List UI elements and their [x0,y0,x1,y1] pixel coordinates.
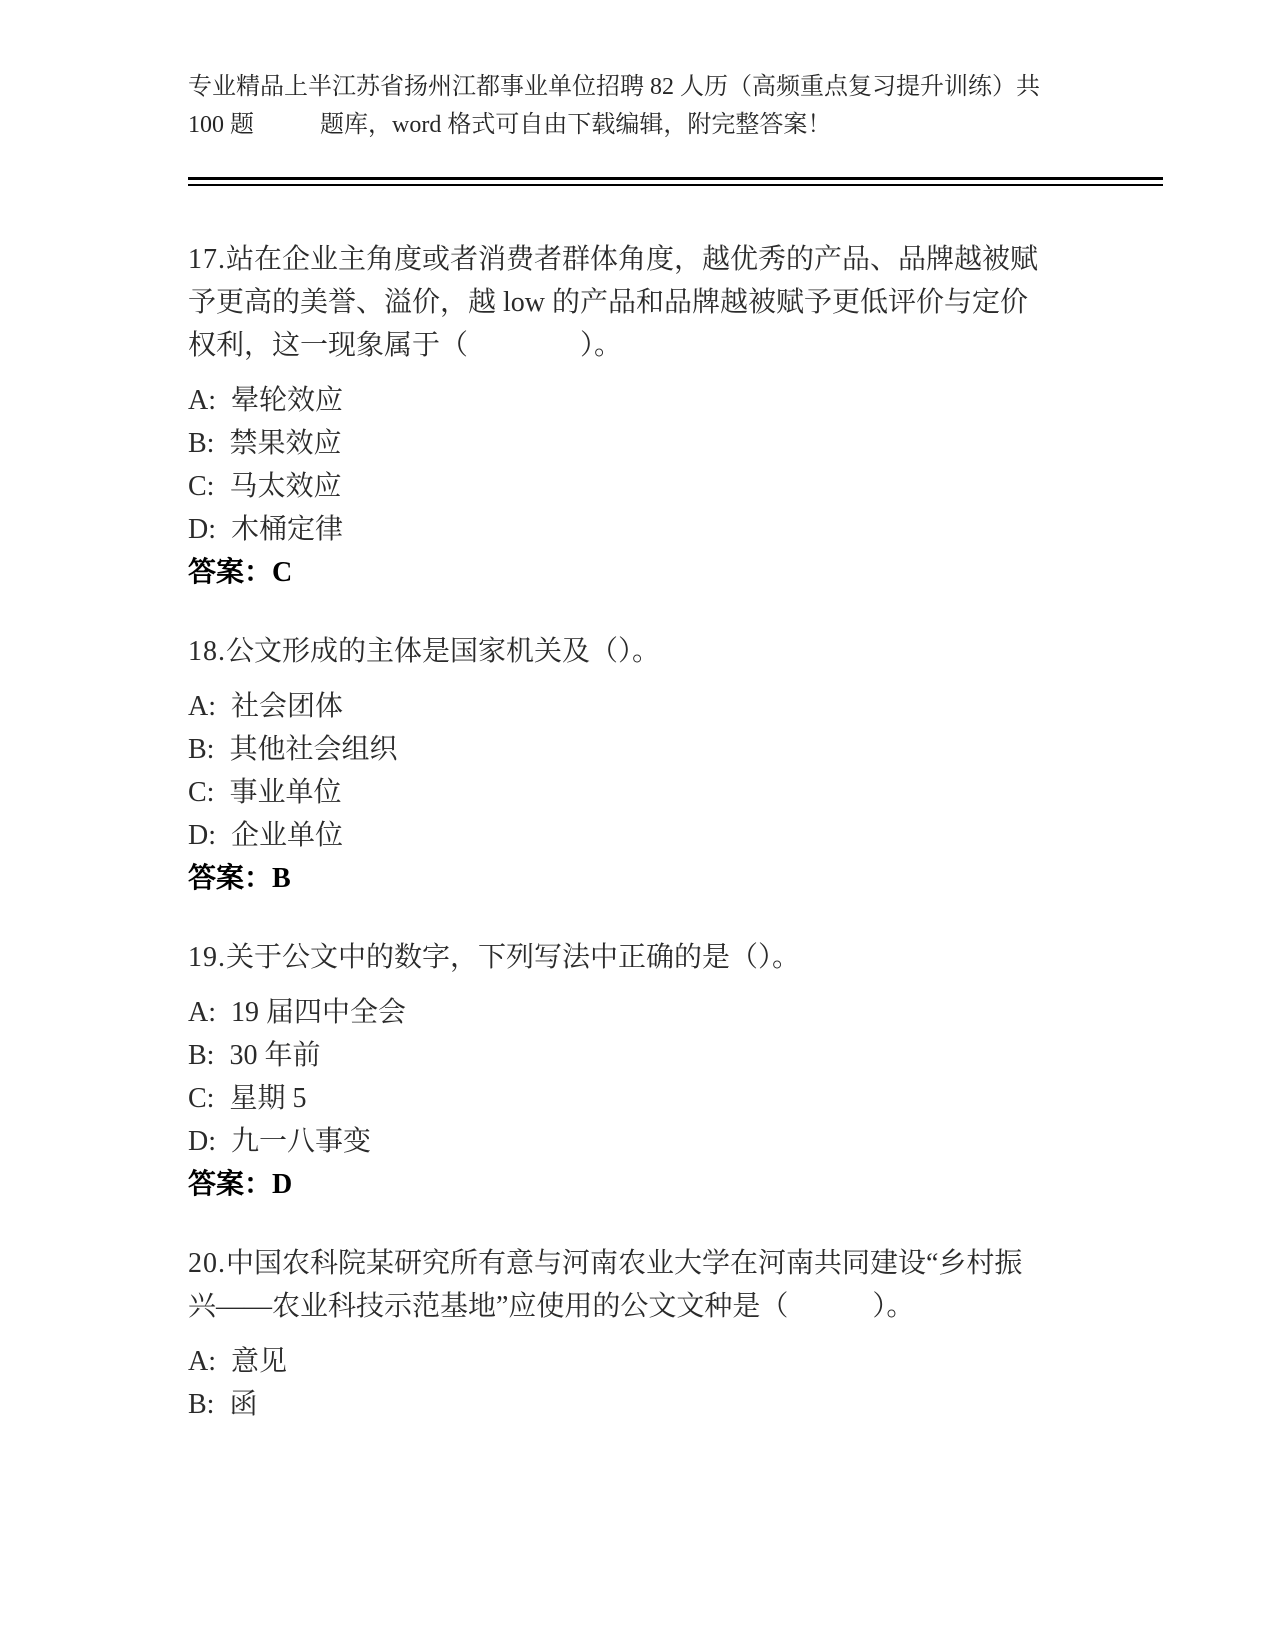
option-row-a [188,379,1048,422]
question-number: 18. [188,636,226,667]
option-label: D: [188,1126,216,1157]
answer-line [188,551,1048,594]
option-label: A: [188,997,216,1028]
header-line-2-left: 100 题 [188,112,254,138]
option-text: 木桶定律 [231,514,344,545]
option-row-a [188,991,1048,1034]
option-row-a [188,1340,1048,1383]
option-row-d [188,1120,1048,1163]
option-label: D: [188,514,216,545]
question-text [188,238,1048,367]
answer-label: 答案： [188,1169,273,1200]
option-text: 企业单位 [231,820,344,851]
option-label: C: [188,471,215,502]
option-text: 社会团体 [231,691,344,722]
option-row-a [188,685,1048,728]
question-19 [188,936,1048,1206]
option-text: 九一八事变 [231,1126,372,1157]
option-text: 30 年前 [229,1040,321,1071]
option-text: 事业单位 [229,777,342,808]
option-text: 星期 5 [229,1083,307,1114]
option-text: 其他社会组织 [229,734,398,765]
option-row-d [188,508,1048,551]
divider-rule [188,177,1163,186]
option-label: B: [188,428,215,459]
option-label: B: [188,734,215,765]
option-row-c [188,465,1048,508]
question-text [188,630,1048,673]
option-label: A: [188,691,216,722]
answer-label: 答案： [188,863,273,894]
document-header [188,68,1048,144]
option-row-c [188,1077,1048,1120]
answer-label: 答案： [188,557,273,588]
question-18 [188,630,1048,900]
question-body: 站在企业主角度或者消费者群体角度，越优秀的产品、品牌越被赋予更高的美誉、溢价，越 low 的产品和品牌越被赋予更低评价与定价权利，这一现象属于（ ）。 [188,244,1039,361]
question-number: 19. [188,942,226,973]
option-text: 禁果效应 [229,428,342,459]
answer-value: D [272,1169,293,1200]
question-text [188,936,1048,979]
option-label: B: [188,1040,215,1071]
answer-value: C [272,557,293,588]
questions-area [188,238,1048,1426]
option-label: D: [188,820,216,851]
option-text: 19 届四中全会 [231,997,407,1028]
option-row-b [188,422,1048,465]
question-17 [188,238,1048,594]
header-line-2-right: 题库，word 格式可自由下载编辑，附完整答案！ [320,112,832,138]
option-text: 意见 [231,1346,288,1377]
option-label: A: [188,1346,216,1377]
answer-line [188,1163,1048,1206]
option-text: 晕轮效应 [231,385,344,416]
option-text: 函 [229,1389,258,1420]
question-body: 公文形成的主体是国家机关及（）。 [226,636,661,667]
option-row-b [188,1383,1048,1426]
question-text [188,1242,1048,1328]
option-label: B: [188,1389,215,1420]
question-20 [188,1242,1048,1426]
question-number: 20. [188,1248,226,1279]
option-label: C: [188,1083,215,1114]
answer-value: B [272,863,291,894]
question-number: 17. [188,244,226,275]
option-row-b [188,728,1048,771]
header-line-2 [188,106,1048,144]
question-body: 关于公文中的数字，下列写法中正确的是（）。 [226,942,801,973]
option-row-b [188,1034,1048,1077]
option-row-d [188,814,1048,857]
option-text: 马太效应 [229,471,342,502]
header-line-1: 专业精品上半江苏省扬州江都事业单位招聘 82 人历（高频重点复习提升训练）共 [188,74,1040,100]
question-body: 中国农科院某研究所有意与河南农业大学在河南共同建设“乡村振兴——农业科技示范基地”应使用的公文文种是（ ）。 [188,1248,1023,1322]
option-label: C: [188,777,215,808]
option-label: A: [188,385,216,416]
answer-line [188,857,1048,900]
option-row-c [188,771,1048,814]
